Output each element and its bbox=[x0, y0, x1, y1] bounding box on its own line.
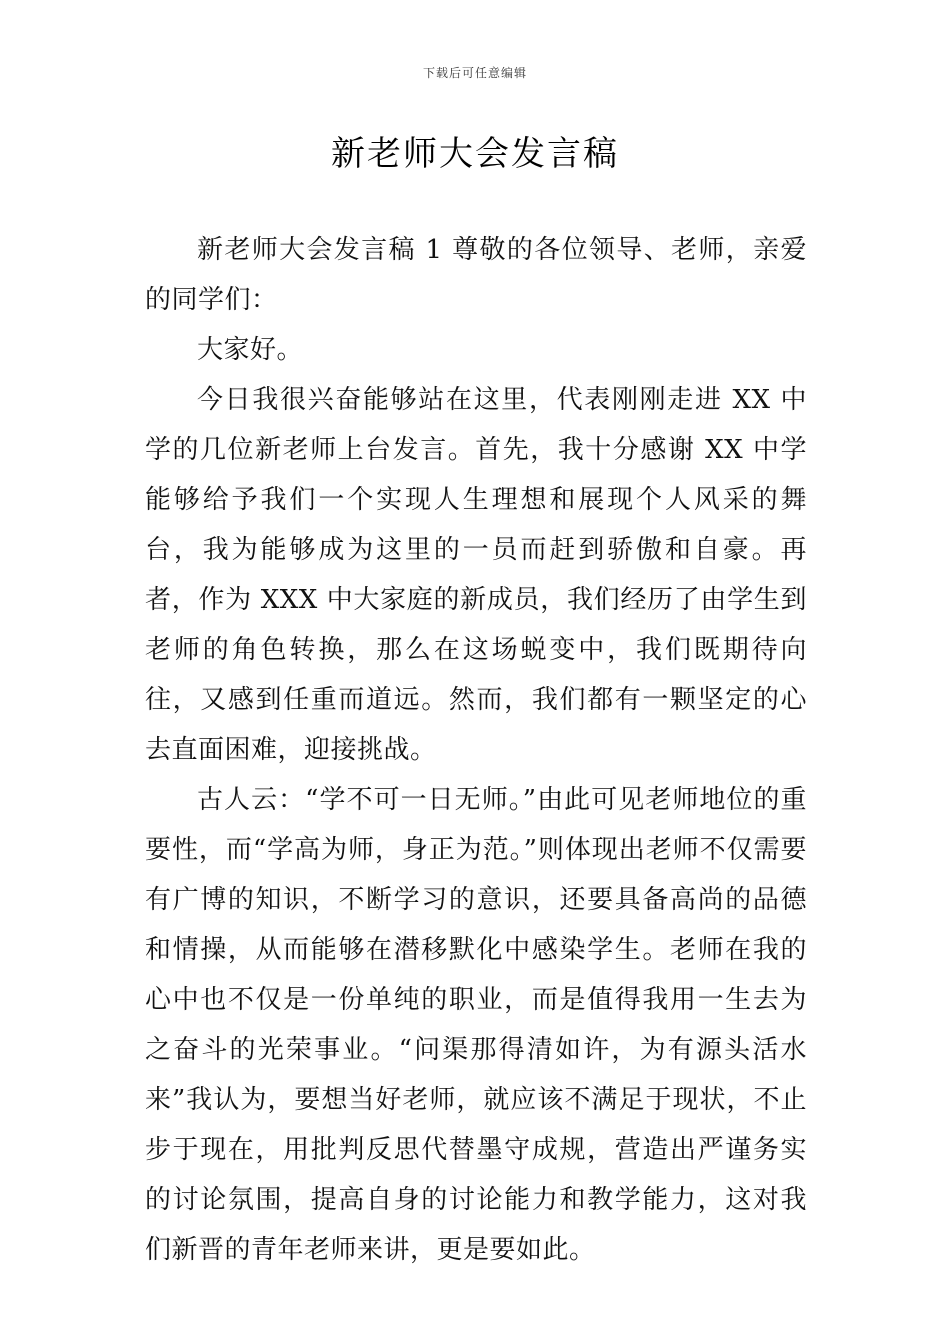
document-title: 新老师大会发言稿 bbox=[331, 134, 619, 174]
paragraph-introduction: 今日我很兴奋能够站在这里，代表刚刚走进 XX 中学的几位新老师上台发言。首先，我十分感谢 XX 中学能够给予我们一个实现人生理想和展现个人风采的舞台，我为能够成为这里的一员而赶到骄傲和自豪。再者，作为 XXX 中大家庭的新成员，我们经历了由学生到老师的角色转换，那么在这场蜕变中，我们既期待向往，又感到任重而道远。然而，我们都有一颗坚定的心去直面困难，迎接挑战。 bbox=[145, 385, 807, 765]
document-body bbox=[145, 225, 807, 1275]
header-note: 下载后可任意编辑 bbox=[422, 66, 527, 80]
paragraph-hello: 大家好。 bbox=[197, 335, 304, 365]
paragraph-teacher-role: 古人云：“学不可一日无师。”由此可见老师地位的重要性，而“学高为师，身正为范。”则体现出老师不仅需要有广博的知识，不断学习的意识，还要具备高尚的品德和情操，从而能够在潜移默化中感染学生。老师在我的心中也不仅是一份单纯的职业，而是值得我用一生去为之奋斗的光荣事业。“问渠那得清如许，为有源头活水来”我认为，要想当好老师，就应该不满足于现状，不止步于现在，用批判反思代替墨守成规，营造出严谨务实的讨论氛围，提高自身的讨论能力和教学能力，这对我们新晋的青年老师来讲，更是要如此。 bbox=[145, 785, 807, 1265]
paragraph-greeting: 新老师大会发言稿 1 尊敬的各位领导、老师，亲爱的同学们： bbox=[145, 235, 807, 315]
